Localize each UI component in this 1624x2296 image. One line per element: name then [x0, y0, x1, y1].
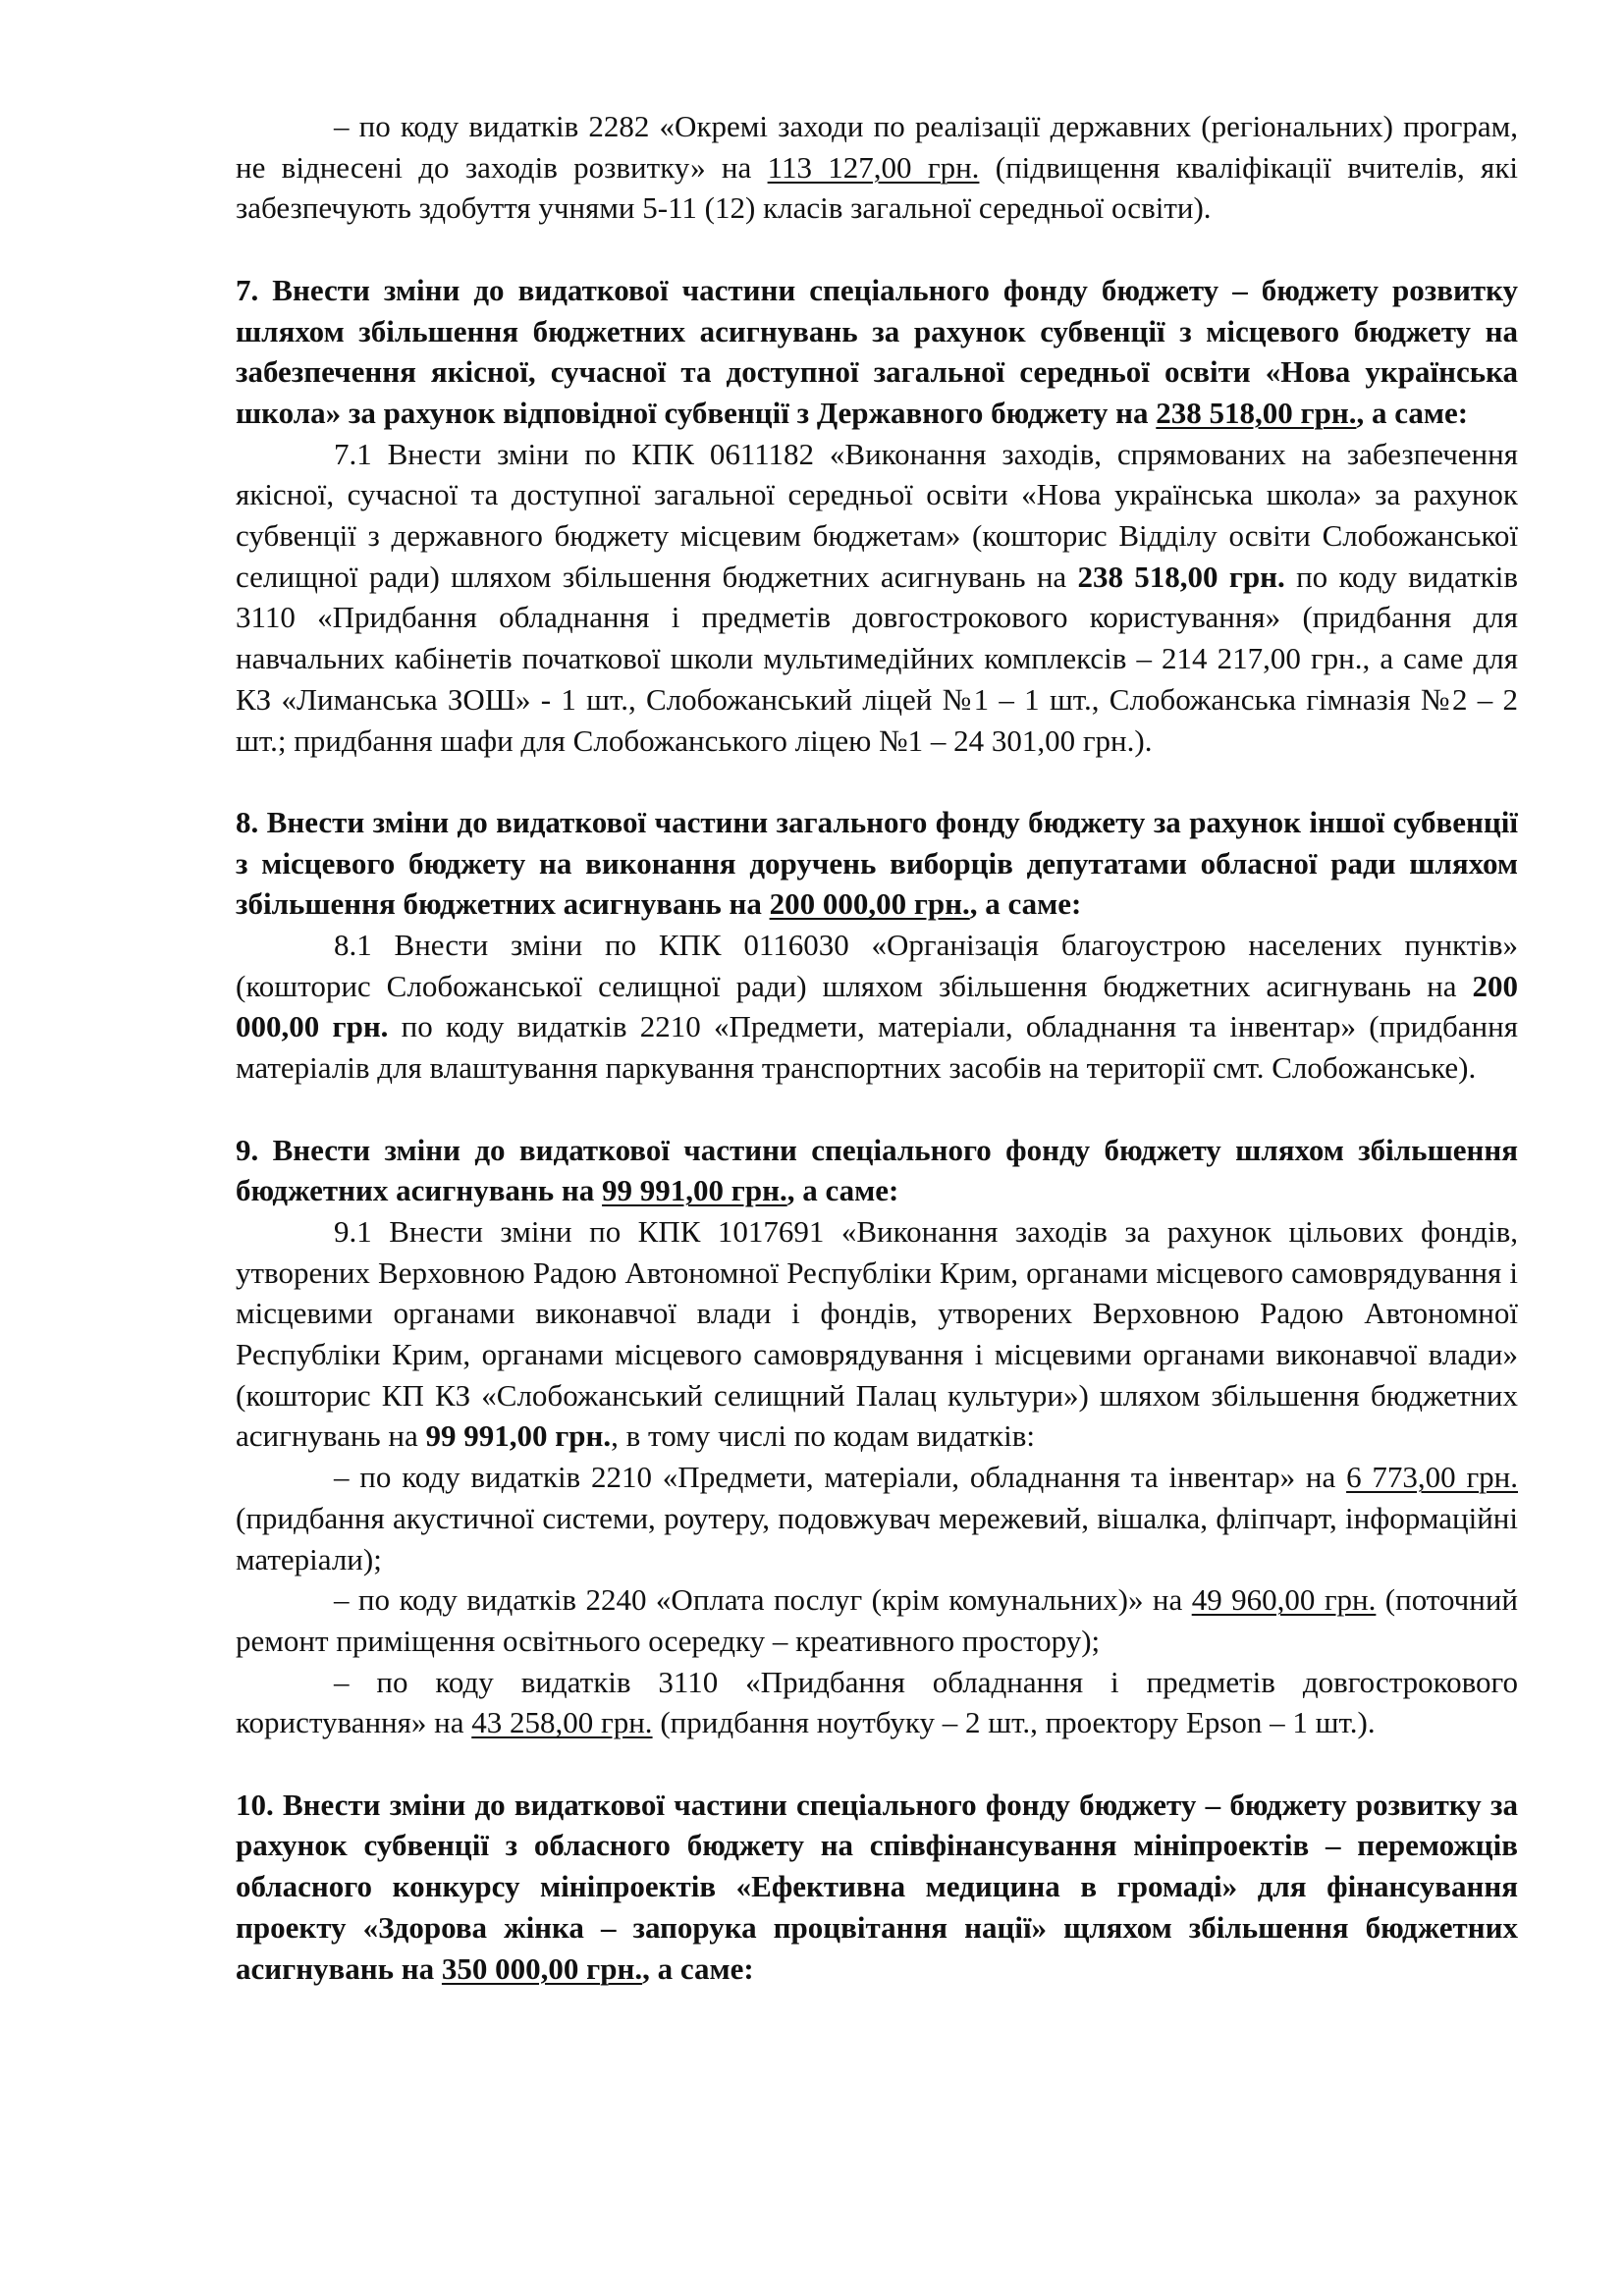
amount: 49 960,00 грн.: [1191, 1582, 1377, 1618]
text: – по коду видатків 3110 «Придбання обладнання і предметів довгострокового користування» на: [236, 1664, 1518, 1740]
text: – по коду видатків 2210 «Предмети, матеріали, обладнання та інвентар» на: [334, 1460, 1347, 1495]
section-8-heading: [236, 802, 1518, 925]
amount: 99 991,00 грн.: [602, 1173, 787, 1208]
amount: 200 000,00 грн.: [236, 968, 1518, 1044]
text: (придбання акустичної системи, роутеру, подовжувач мережевий, вішалка, фліпчарт, інформаційні матеріали);: [236, 1500, 1518, 1576]
section-9-heading: [236, 1130, 1518, 1211]
amount: 238 518,00 грн.: [1077, 559, 1285, 594]
heading-text: , а саме:: [1356, 395, 1469, 430]
text: , в тому числі по кодам видатків:: [611, 1418, 1036, 1454]
amount: 113 127,00 грн.: [767, 149, 980, 185]
amount: 6 773,00 грн.: [1346, 1460, 1518, 1495]
paragraph-code-2240: [236, 1579, 1518, 1661]
heading-text: , а саме:: [786, 1173, 899, 1208]
paragraph-code-2282: [236, 106, 1518, 229]
text: 8.1 Внести зміни по КПК 0116030 «Організація благоустрою населених пунктів» (кошторис Слобожанської селищної ради) шляхом збільшення бюджетних асигнувань на: [236, 928, 1518, 1003]
text: (підвищення кваліфікації вчителів, які забезпечують здобуття учнями 5-11 (12) класів загальної середньої освіти).: [236, 149, 1518, 226]
text: 9.1 Внести зміни по КПК 1017691 «Виконання заходів за рахунок цільових фондів, утворених Верховною Радою Автономної Республіки Крим, органами місцевого самоврядування і місцевими органами виконавчої влади і фондів, утворених Верховною Радою Автономної Республіки Крим, органами місцевого самоврядування і місцевими органами виконавчої влади» (кошторис КП КЗ «Слобожанський селищний Палац культури») шляхом збільшення бюджетних асигнувань на: [236, 1213, 1518, 1454]
document-page: [236, 106, 1518, 1989]
amount: 99 991,00 грн.: [425, 1418, 612, 1454]
text: (придбання ноутбуку – 2 шт., проектору Epson – 1 шт.).: [652, 1705, 1376, 1740]
heading-text: 9. Внести зміни до видаткової частини спеціального фонду бюджету шляхом збільшення бюджетних асигнувань на: [236, 1132, 1518, 1208]
section-10-heading: [236, 1785, 1518, 1990]
text: по коду видатків 2210 «Предмети, матеріали, обладнання та інвентар» (придбання матеріалів для влаштування паркування транспортних засобів на території смт. Слобожанське).: [236, 1009, 1518, 1086]
section-7-heading: [236, 270, 1518, 434]
heading-text: 8. Внести зміни до видаткової частини загального фонду бюджету за рахунок іншої субвенції з місцевого бюджету на виконання доручень виборців депутатами обласної ради шляхом збільшення бюджетних асигнувань на: [236, 804, 1518, 922]
amount: 200 000,00 грн.: [769, 886, 970, 922]
paragraph-7-1: [236, 434, 1518, 762]
amount: 43 258,00 грн.: [471, 1705, 653, 1740]
amount: 238 518,00 грн.: [1156, 395, 1357, 430]
paragraph-8-1: [236, 925, 1518, 1089]
paragraph-code-2210: [236, 1457, 1518, 1579]
paragraph-9-1: [236, 1211, 1518, 1457]
heading-text: , а саме:: [969, 886, 1082, 922]
heading-text: , а саме:: [642, 1950, 754, 1986]
amount: 350 000,00 грн.: [441, 1950, 643, 1986]
text: – по коду видатків 2282 «Окремі заходи по реалізації державних (регіональних) програм, не віднесені до заходів розвитку» на: [236, 109, 1518, 185]
heading-text: 10. Внести зміни до видаткової частини спеціального фонду бюджету – бюджету розвитку за рахунок субвенції з обласного бюджету на співфінансування мініпроектів – переможців обласного конкурсу мініпроектів «Ефективна медицина в громаді» для фінансування проекту «Здорова жінка – запорука процвітання нації» щляхом збільшення бюджетних асигнувань на: [236, 1787, 1518, 1986]
heading-text: 7. Внести зміни до видаткової частини спеціального фонду бюджету – бюджету розвитку шляхом збільшення бюджетних асигнувань за рахунок субвенції з місцевого бюджету на забезпечення якісної, сучасної та доступної загальної середньої освіти «Нова українська школа» за рахунок відповідної субвенції з Державного бюджету на: [236, 272, 1518, 430]
text: 7.1 Внести зміни по КПК 0611182 «Виконання заходів, спрямованих на забезпечення якісної, сучасної та доступної загальної середньої освіти «Нова українська школа» за рахунок субвенції з державного бюджету місцевим бюджетам» (кошторис Відділу освіти Слобожанської селищної ради) шляхом збільшення бюджетних асигнувань на: [236, 436, 1518, 594]
paragraph-code-3110: [236, 1662, 1518, 1743]
text: (поточний ремонт приміщення освітнього осередку – креативного простору);: [236, 1582, 1519, 1658]
text: по коду видатків 3110 «Придбання обладнання і предметів довгострокового користування» (придбання для навчальних кабінетів початкової школи мультимедійних комплексів – 214 217,00 грн., а саме для КЗ «Лиманська ЗОШ» - 1 шт., Слобожанський ліцей №1 – 1 шт., Слобожанська гімназія №2 – 2 шт.; придбання шафи для Слобожанського ліцею №1 – 24 301,00 грн.).: [236, 559, 1518, 758]
text: – по коду видатків 2240 «Оплата послуг (крім комунальних)» на: [334, 1582, 1192, 1618]
